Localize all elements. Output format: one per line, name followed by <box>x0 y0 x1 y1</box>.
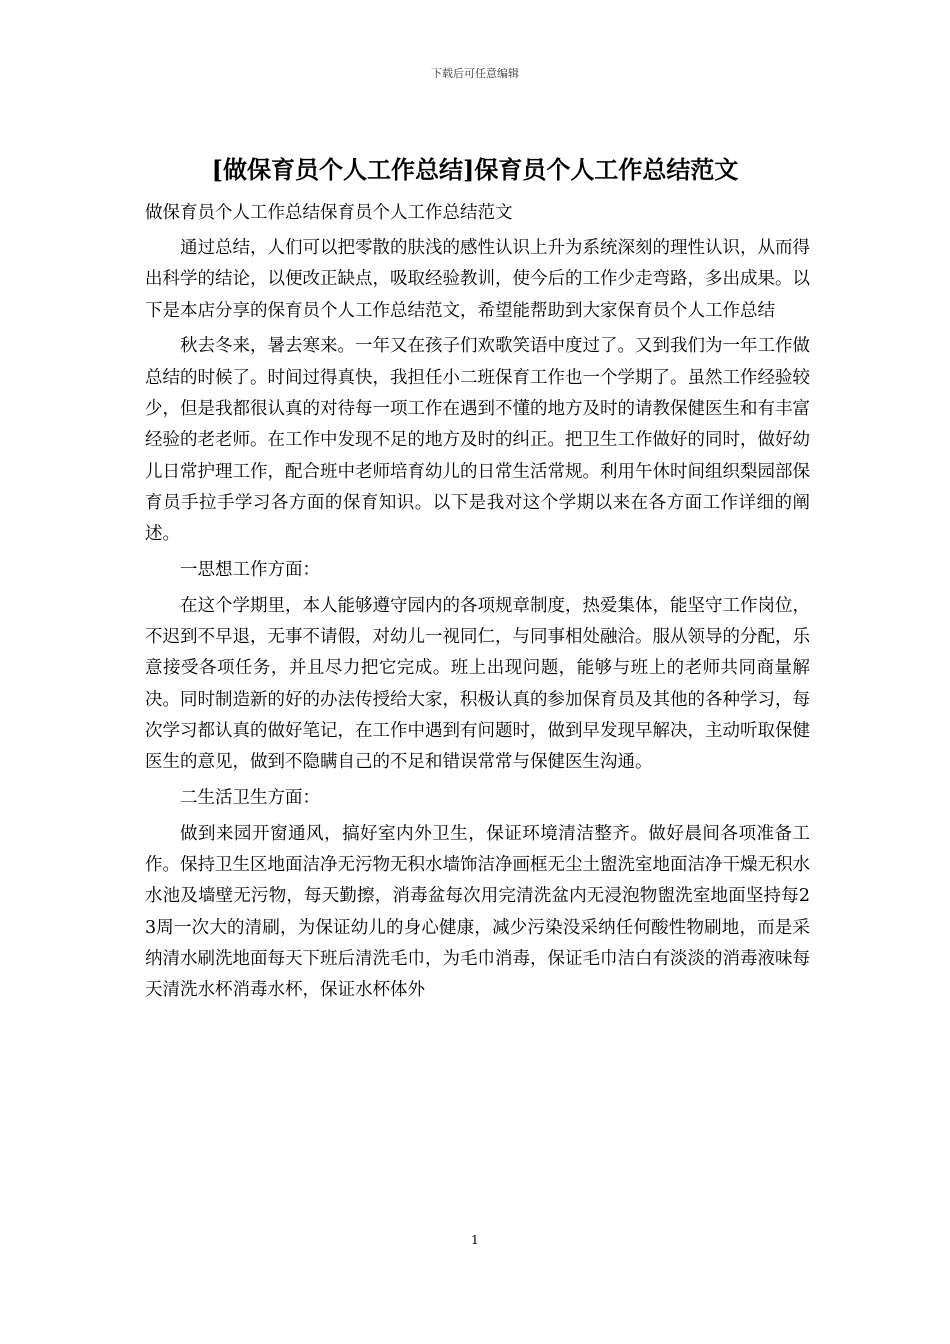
page-header-note: 下载后可任意编辑 <box>431 67 519 80</box>
document-body <box>145 233 810 1011</box>
page-number: 1 <box>471 1233 479 1247</box>
section-heading-ideology: 一思想工作方面： <box>180 559 320 580</box>
paragraph-intro: 通过总结，人们可以把零散的肤浅的感性认识上升为系统深刻的理性认识，从而得出科学的结论，以便改正缺点，吸取经验教训，使今后的工作少走弯路，多出成果。以下是本店分享的保育员个人工作总结范文，希望能帮助到大家保育员个人工作总结 <box>145 238 810 321</box>
document-subtitle: 做保育员个人工作总结保育员个人工作总结范文 <box>145 203 513 223</box>
paragraph-hygiene: 做到来园开窗通风，搞好室内外卫生，保证环境清洁整齐。做好晨间各项准备工作。保持卫生区地面洁净无污物无积水墙饰洁净画框无尘土盥洗室地面洁净干燥无积水水池及墙壁无污物，每天勤擦，消毒盆每次用完清洗盆内无浸泡物盥洗室地面坚持每23周一次大的清刷，为保证幼儿的身心健康，减少污染没采纳任何酸性物刷地，而是采纳清水刷洗地面每天下班后清洗毛巾，为毛巾消毒，保证毛巾洁白有淡淡的消毒液味每天清洗水杯消毒水杯，保证水杯体外 <box>145 823 810 1001</box>
document-title: [做保育员个人工作总结]保育员个人工作总结范文 <box>211 155 739 184</box>
paragraph-overview: 秋去冬来，暑去寒来。一年又在孩子们欢歌笑语中度过了。又到我们为一年工作做总结的时候了。时间过得真快，我担任小二班保育工作也一个学期了。虽然工作经验较少，但是我都很认真的对待每一项工作在遇到不懂的地方及时的请教保健医生和有丰富经验的老老师。在工作中发现不足的地方及时的纠正。把卫生工作做好的同时，做好幼儿日常护理工作，配合班中老师培育幼儿的日常生活常规。利用午休时间组织梨园部保育员手拉手学习各方面的保育知识。以下是我对这个学期以来在各方面工作详细的阐述。 <box>145 336 810 545</box>
section-heading-hygiene: 二生活卫生方面： <box>180 788 320 809</box>
paragraph-ideology: 在这个学期里，本人能够遵守园内的各项规章制度，热爱集体，能坚守工作岗位，不迟到不早退，无事不请假，对幼儿一视同仁，与同事相处融洽。服从领导的分配，乐意接受各项任务，并且尽力把它完成。班上出现问题，能够与班上的老师共同商量解决。同时制造新的好的办法传授给大家，积极认真的参加保育员及其他的各种学习，每次学习都认真的做好笔记，在工作中遇到有问题时，做到早发现早解决，主动听取保健医生的意见，做到不隐瞒自己的不足和错误常常与保健医生沟通。 <box>145 595 810 773</box>
